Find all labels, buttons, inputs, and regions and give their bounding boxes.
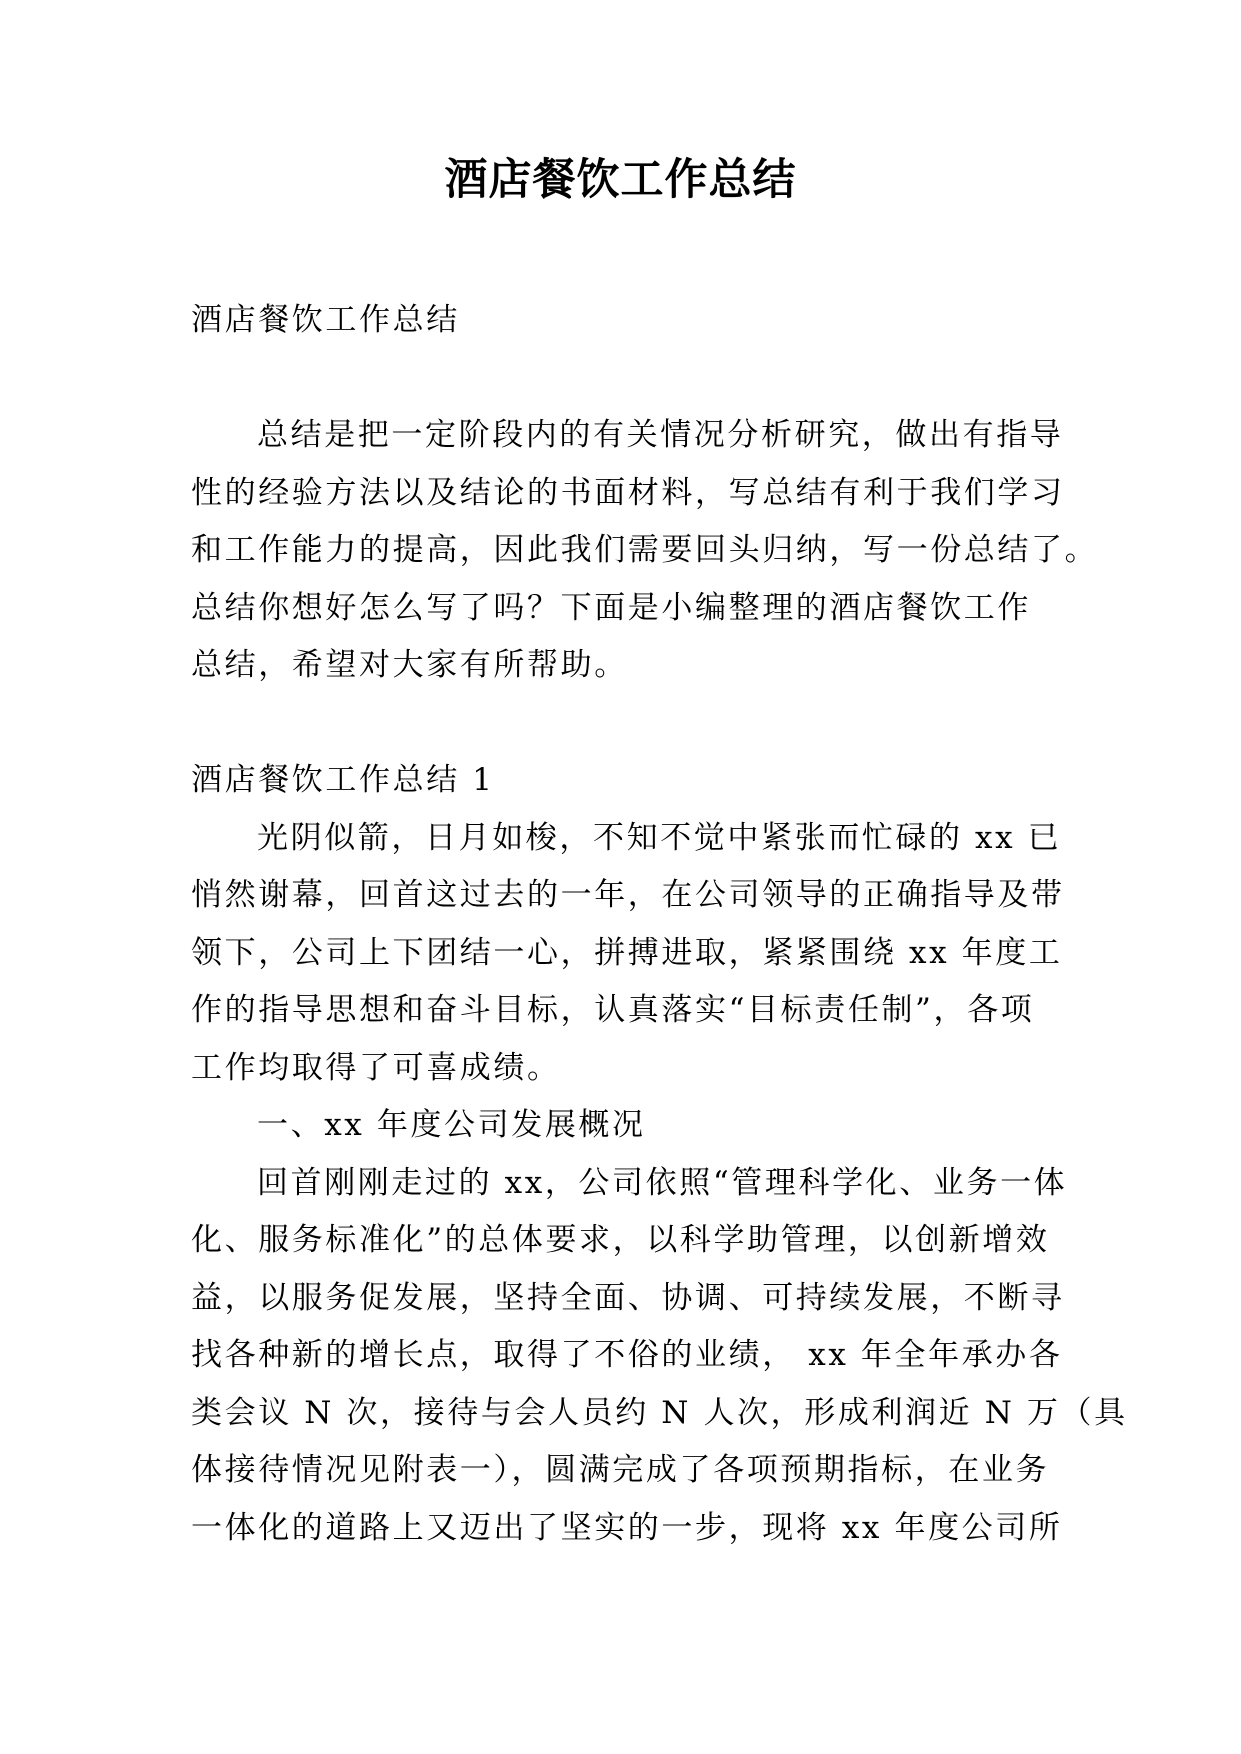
paragraph-line: 光阴似箭，日月如梭，不知不觉中紧张而忙碌的 xx 已 bbox=[257, 819, 1062, 856]
paragraph-line: 一体化的道路上又迈出了坚实的一步，现将 xx 年度公司所 bbox=[191, 1509, 1063, 1546]
spacer bbox=[191, 350, 1051, 408]
subheading: 一、xx 年度公司发展概况 bbox=[257, 1107, 646, 1143]
paragraph-line: 领下，公司上下团结一心，拼搏进取，紧紧围绕 xx 年度工 bbox=[191, 934, 1063, 971]
document-subtitle: 酒店餐饮工作总结 bbox=[191, 302, 460, 338]
paragraph-line: 和工作能力的提高，因此我们需要回头归纳，写一份总结了。 bbox=[191, 532, 1099, 568]
paragraph-line: 性的经验方法以及结论的书面材料，写总结有利于我们学习 bbox=[191, 474, 1065, 511]
paragraph-line: 找各种新的增长点，取得了不俗的业绩， xx 年全年承办各 bbox=[191, 1337, 1063, 1373]
document-title: 酒店餐饮工作总结 bbox=[444, 155, 797, 205]
paragraph-2 bbox=[191, 1155, 1128, 1558]
paragraph-line: 类会议 N 次，接待与会人员约 N 人次，形成利润近 N 万（具 bbox=[191, 1394, 1128, 1431]
paragraph-line: 总结你想好怎么写了吗？下面是小编整理的酒店餐饮工作 bbox=[191, 589, 1031, 626]
paragraph-line: 工作均取得了可喜成绩。 bbox=[191, 1049, 561, 1086]
paragraph-line: 作的指导思想和奋斗目标，认真落实“目标责任制”，各项 bbox=[191, 992, 1035, 1028]
paragraph-line: 回首刚刚走过的 xx，公司依照“管理科学化、业务一体 bbox=[257, 1164, 1068, 1201]
paragraph-1 bbox=[191, 810, 1065, 1098]
paragraph-line: 总结，希望对大家有所帮助。 bbox=[191, 647, 628, 683]
paragraph-line: 总结是把一定阶段内的有关情况分析研究，做出有指导 bbox=[257, 417, 1064, 453]
paragraph-line: 悄然谢幕，回首这过去的一年，在公司领导的正确指导及带 bbox=[191, 877, 1065, 913]
paragraph-line: 益，以服务促发展，坚持全面、协调、可持续发展，不断寻 bbox=[191, 1279, 1065, 1316]
document-body bbox=[191, 292, 1128, 1557]
paragraph-line: 化、服务标准化”的总体要求，以科学助管理，以创新增效 bbox=[191, 1222, 1050, 1258]
spacer bbox=[191, 695, 1051, 753]
intro-paragraph bbox=[191, 407, 1099, 695]
paragraph-line: 体接待情况见附表一），圆满完成了各项预期指标，在业务 bbox=[191, 1452, 1050, 1488]
section-heading: 酒店餐饮工作总结 1 bbox=[191, 762, 495, 798]
